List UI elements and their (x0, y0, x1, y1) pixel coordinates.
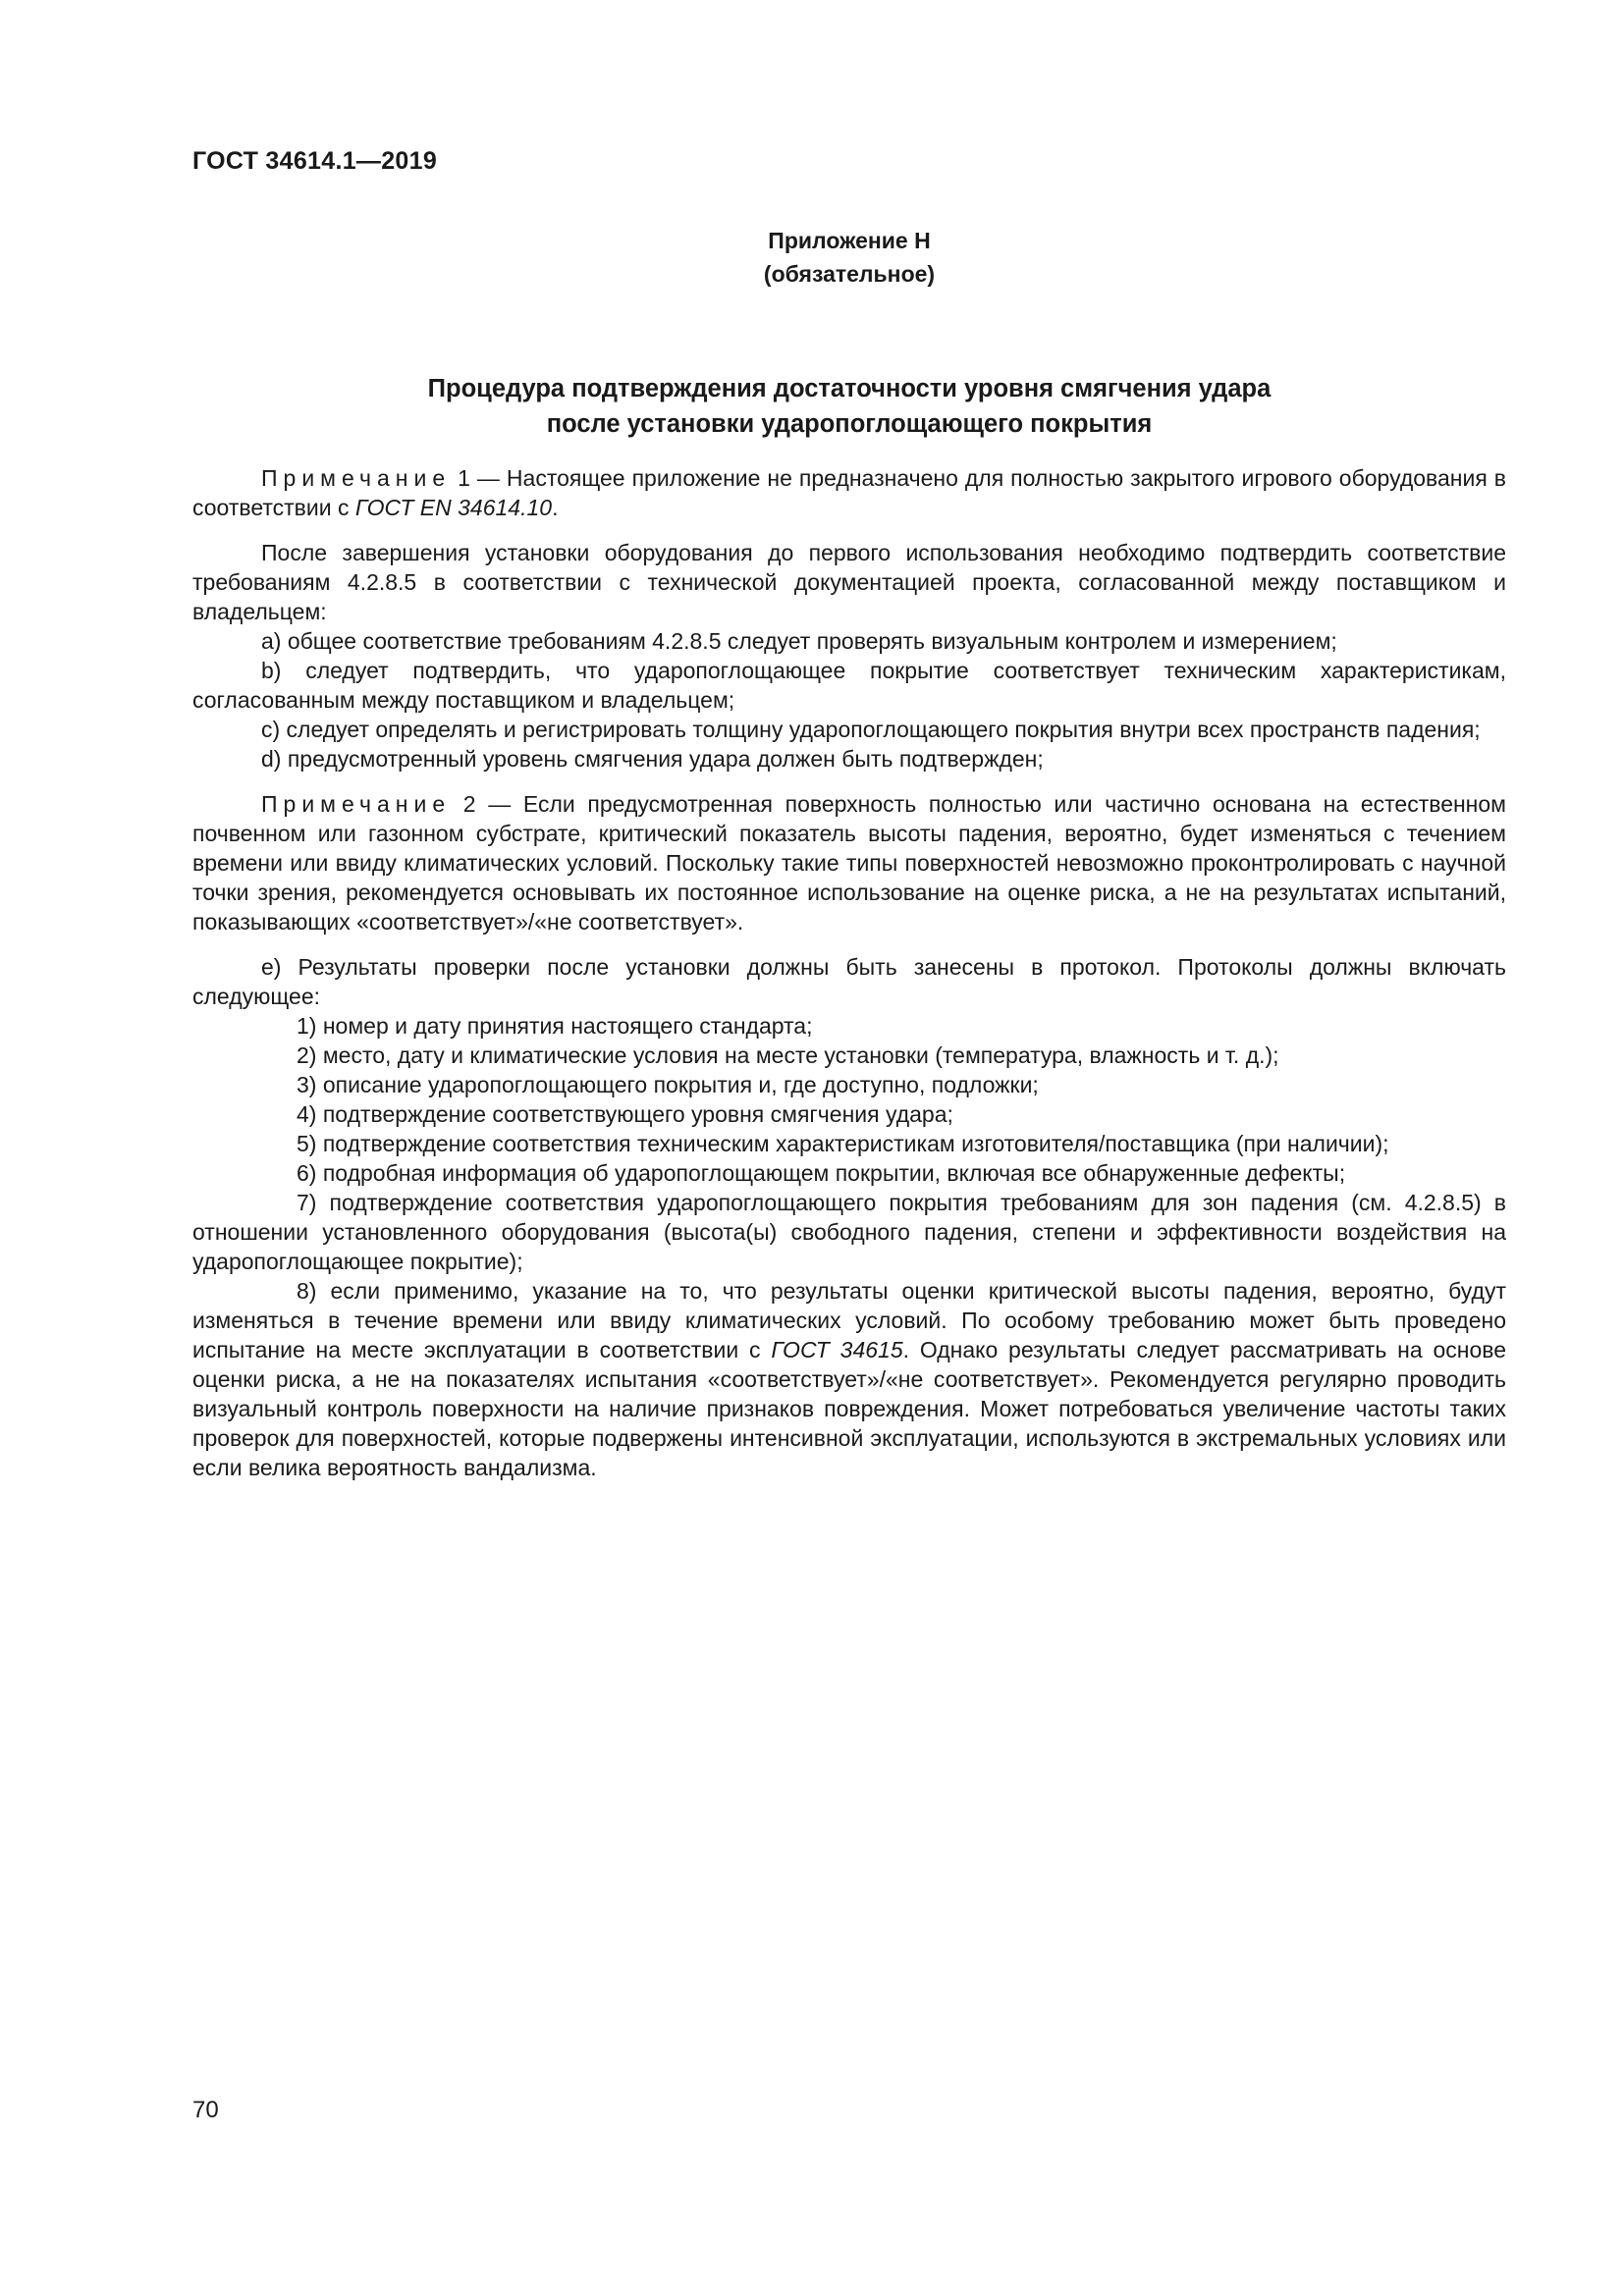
item-a: а) общее соответствие требованиям 4.2.8.5 следует проверять визуальным контролем и измерением; (261, 628, 1337, 654)
note-2-label: Примечание (261, 791, 452, 817)
note-1-text: 1 — Настоящее приложение не предназначено для полностью закрытого игрового оборудования в соответствии с (192, 465, 1506, 520)
document-id: ГОСТ 34614.1—2019 (192, 147, 438, 175)
annex-title (192, 371, 1506, 442)
item-c: с) следует определять и регистрировать толщину ударопоглощающего покрытия внутри всех пространств падения; (261, 717, 1481, 742)
protocol-item-7: 7) подтверждение соответствия ударопоглощающего покрытия требованиям для зон падения (см. 4.2.8.5) в отношении установленного оборудования (высота(ы) свободного падения, степени и эффективности воздействия на ударопоглощающее покрытие); (192, 1190, 1506, 1274)
annex-title-line-2: после установки ударопоглощающего покрытия (546, 410, 1153, 438)
note-1 (192, 463, 1506, 522)
protocol-item-8-tail: . Однако результаты следует рассматривать на основе оценки риска, а не на показателях испытания «соответствует»/«не соответствует». Рекомендуется регулярно проводить визуальный контроль поверхности на наличие признаков повреждения. Может потребоваться увеличение частоты таких проверок для поверхностей, которые подвержены интенсивной эксплуатации, используются в экстремальных условиях или если велика вероятность вандализма. (192, 1337, 1506, 1480)
protocol-item-1: 1) номер и дату принятия настоящего стандарта; (297, 1013, 813, 1039)
protocol-item-8-reference: ГОСТ 34615 (771, 1337, 903, 1362)
note-2 (192, 789, 1506, 936)
note-1-label: Примечание (261, 465, 452, 491)
item-d: d) предусмотренный уровень смягчения удара должен быть подтвержден; (261, 746, 1044, 772)
protocol-item-8 (192, 1276, 1506, 1482)
note-2-text: 2 — Если предусмотренная поверхность полностью или частично основана на естественном почвенном или газонном субстрате, критический показатель высоты падения, вероятно, будет изменяться с течением времени или ввиду климатических условий. Поскольку такие типы поверхностей невозможно проконтролировать с научной точки зрения, рекомендуется основывать их постоянное использование на оценке риска, а не на результатах испытаний, показывающих «соответствует»/«не соответствует». (192, 791, 1506, 934)
note-1-reference: ГОСТ EN 34614.10 (354, 495, 553, 520)
protocol-item-6: 6) подробная информация об ударопоглощающем покрытии, включая все обнаруженные дефекты; (297, 1160, 1346, 1186)
protocol-item-4: 4) подтверждение соответствующего уровня смягчения удара; (297, 1101, 953, 1127)
item-b: b) следует подтвердить, что ударопоглощающее покрытие соответствует техническим характеристикам, согласованным между поставщиком и владельцем; (192, 658, 1506, 713)
annex-label: Приложение Н (768, 228, 931, 253)
protocol-item-2: 2) место, дату и климатические условия на месте установки (температура, влажность и т. д.); (297, 1042, 1279, 1068)
intro-paragraph: После завершения установки оборудования до первого использования необходимо подтвердить соответствие требованиям 4.2.8.5 в соответствии с технической документацией проекта, согласованной между поставщиком и владельцем: (192, 540, 1506, 624)
annex-status: (обязательное) (763, 261, 936, 287)
item-e: е) Результаты проверки после установки должны быть занесены в протокол. Протоколы должны включать следующее: (192, 954, 1506, 1009)
protocol-item-3: 3) описание ударопоглощающего покрытия и, где доступно, подложки; (297, 1072, 1039, 1097)
protocol-item-8-text: 8) если применимо, указание на то, что результаты оценки критической высоты падения, вероятно, будут изменяться в течение времени или ввиду климатических условий. По особому требованию может быть проведено испытание на месте эксплуатации в соответствии с (192, 1278, 1506, 1362)
annex-title-line-1: Процедура подтверждения достаточности уровня смягчения удара (427, 375, 1272, 402)
note-1-tail: . (552, 495, 559, 520)
protocol-item-5: 5) подтверждение соответствия техническим характеристикам изготовителя/поставщика (при наличии); (297, 1131, 1389, 1156)
page-number: 70 (192, 2097, 219, 2123)
annex-heading (192, 224, 1506, 291)
annex-body (192, 463, 1506, 1482)
